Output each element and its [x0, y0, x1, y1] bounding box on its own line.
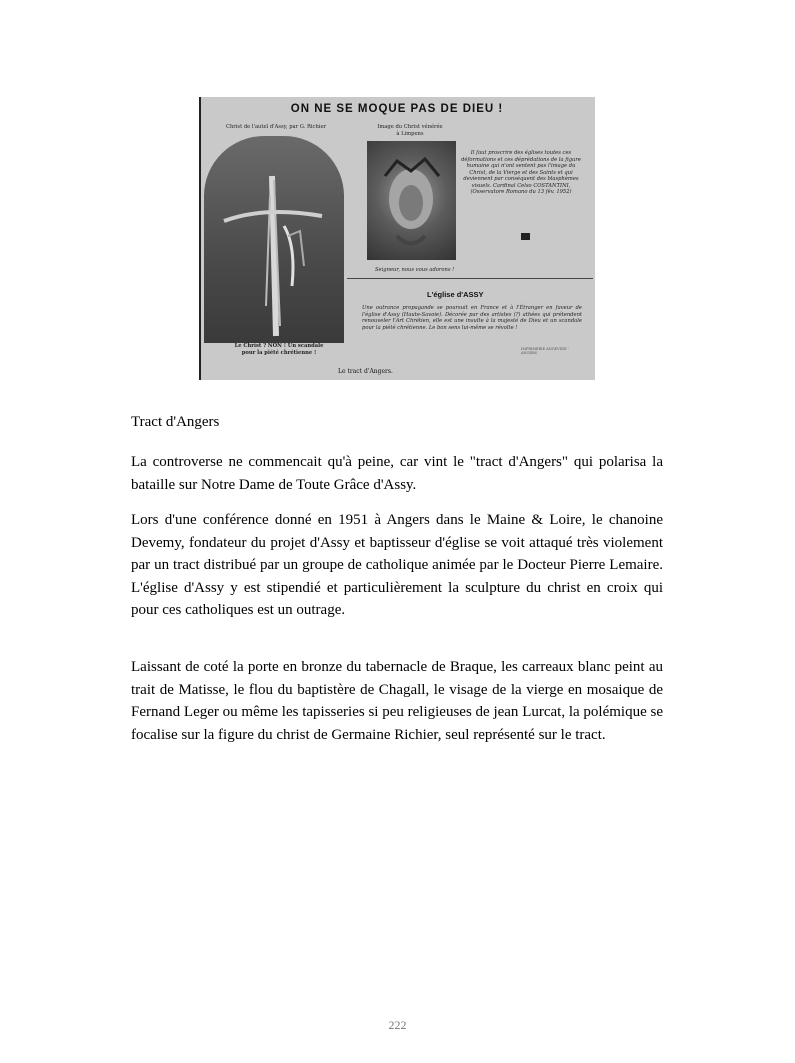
section-heading: Tract d'Angers — [131, 414, 220, 430]
paragraph: Lors d'une conférence donné en 1951 à Angers dans le Maine & Loire, le chanoine Devemy, fondateur du projet d'Assy et baptisseur d'église se voit attaqué très violement par un tract distribué par un groupe de catholique animée par le Docteur Pierre Lemaire. L'église d'Assy y est stipendié et particulièrement la sculpture du christ en croix qui pour ces catholiques est un outrage. — [131, 512, 663, 618]
eglise-heading: L'église d'ASSY — [427, 290, 484, 299]
paragraph: La controverse ne commencait qu'à peine, car vint le "tract d'Angers" qui polarisa la bataille sur Notre Dame de Toute Grâce d'Assy. — [131, 454, 663, 493]
tract-title: ON NE SE MOQUE PAS DE DIEU ! — [290, 103, 504, 115]
quote-text: Il faut proscrire des églises toutes ces déformations et ces déprédations de la figure humaine qui n'ont sentent pas l'image du Christ, de la Vierge et des Saints et qui deviennent par conséquent des blasphèmes visuels. Cardinal Celso COSTANTINI, (Osservatore Romano du 13 fév. 1952) — [461, 150, 581, 195]
printer-credit: IMPRIMERIE ANGEVINE - ANGERS — [521, 347, 569, 356]
paragraph: Laissant de coté la porte en bronze du tabernacle de Braque, les carreaux blanc peint au trait de Matisse, le flou du baptistère de Chagall, le visage de la vierge en mosaique de Fernand Leger ou même les tapisseries si peu religieuses de jean Lurcat, la polémique se focalise sur la figure du christ de Germaine Richier, seul représenté sur le tract. — [131, 659, 663, 743]
figure-caption: Le tract d'Angers. — [338, 368, 393, 375]
figure-border — [199, 97, 201, 380]
divider — [347, 278, 593, 279]
mark-icon — [521, 233, 530, 240]
crucifix-photo — [204, 136, 344, 343]
crucifix-image — [204, 136, 344, 343]
christ-face-photo — [367, 141, 456, 260]
seigneur-caption: Seigneur, nous vous adorons ! — [375, 267, 455, 273]
eglise-text: Une outrance propagande se poursuit en France et à l'Étranger en faveur de l'église d'Assy (Haute-Savoie). Décorée par des artistes (?) athées qui prétendent renouveler l'Art Chrétien, elle est une insulte à la majesté de Dieu et un scandale pour la piété chrétienne. Le bon sens lui-même se révolte ! — [362, 305, 582, 331]
caption-left: Christ de l'autel d'Assy, par G. Richier — [225, 124, 327, 130]
christ-face-image — [367, 141, 456, 260]
tract-figure — [199, 97, 595, 380]
page-number: 222 — [388, 1018, 407, 1032]
le-christ-caption: Le Christ ? NON ! Un scandale pour la piété chrétienne ! — [234, 343, 324, 356]
caption-right: Image du Christ vénérée à Limpens — [377, 124, 443, 137]
